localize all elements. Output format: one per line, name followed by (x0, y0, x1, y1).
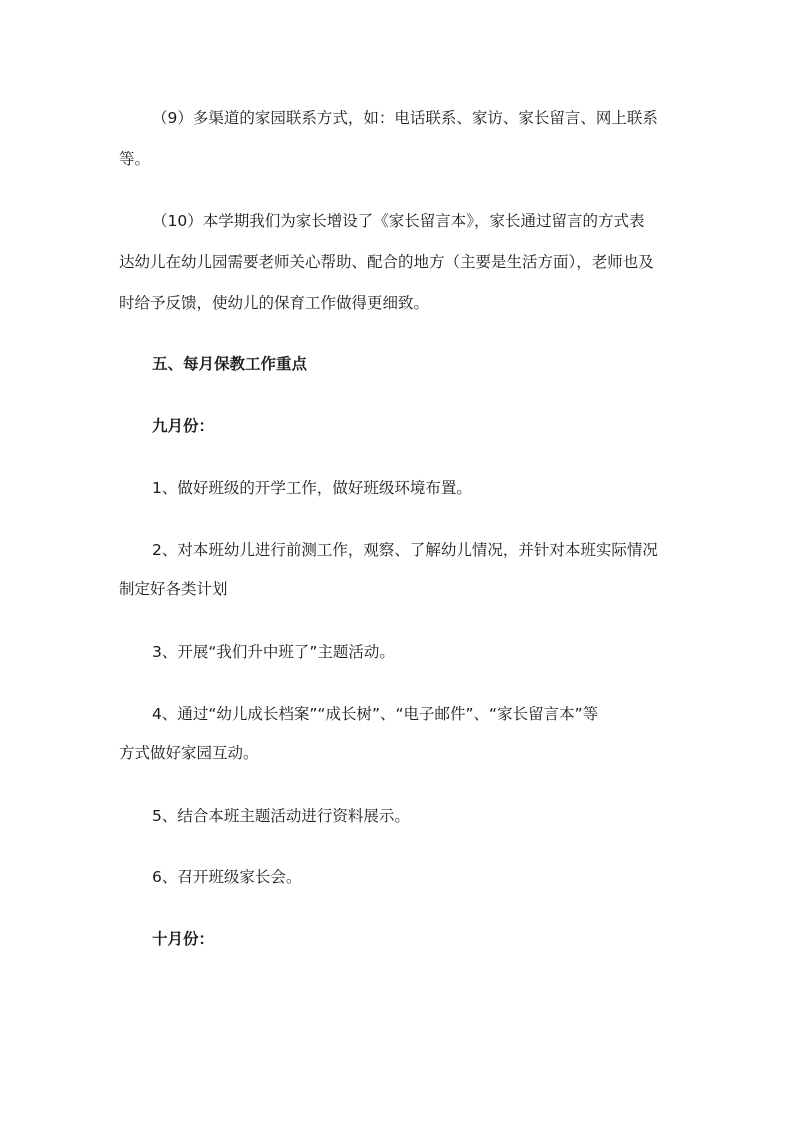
paragraph-9-line-2: 等。 (119, 150, 151, 168)
september-item-2-line-1: 2、对本班幼儿进行前测工作，观察、了解幼儿情况，并针对本班实际情况 (152, 541, 658, 559)
paragraph-10-line-1: （10）本学期我们为家长增设了《家长留言本》，家长通过留言的方式表 (152, 212, 645, 230)
september-item-5: 5、结合本班主题活动进行资料展示。 (152, 807, 410, 825)
september-item-4-line-2: 方式做好家园互动。 (119, 744, 259, 762)
section-heading: 五、每月保教工作重点 (152, 355, 308, 373)
paragraph-9-line-1: （9）多渠道的家园联系方式，如：电话联系、家访、家长留言、网上联系 (152, 109, 658, 127)
september-item-2-line-2: 制定好各类计划 (119, 580, 228, 598)
paragraph-10-line-2: 达幼儿在幼儿园需要老师关心帮助、配合的地方（主要是生活方面），老师也及 (119, 253, 654, 271)
paragraph-10-line-3: 时给予反馈，使幼儿的保育工作做得更细致。 (119, 294, 430, 312)
september-item-1: 1、做好班级的开学工作，做好班级环境布置。 (152, 479, 472, 497)
september-item-6: 6、召开班级家长会。 (152, 868, 302, 886)
october-heading: 十月份： (152, 930, 215, 948)
september-item-3: 3、开展“我们升中班了”主题活动。 (152, 643, 395, 661)
september-heading: 九月份： (152, 417, 215, 435)
september-item-4-line-1: 4、通过“幼儿成长档案”“成长树”、“电子邮件”、“家长留言本”等 (152, 705, 599, 723)
